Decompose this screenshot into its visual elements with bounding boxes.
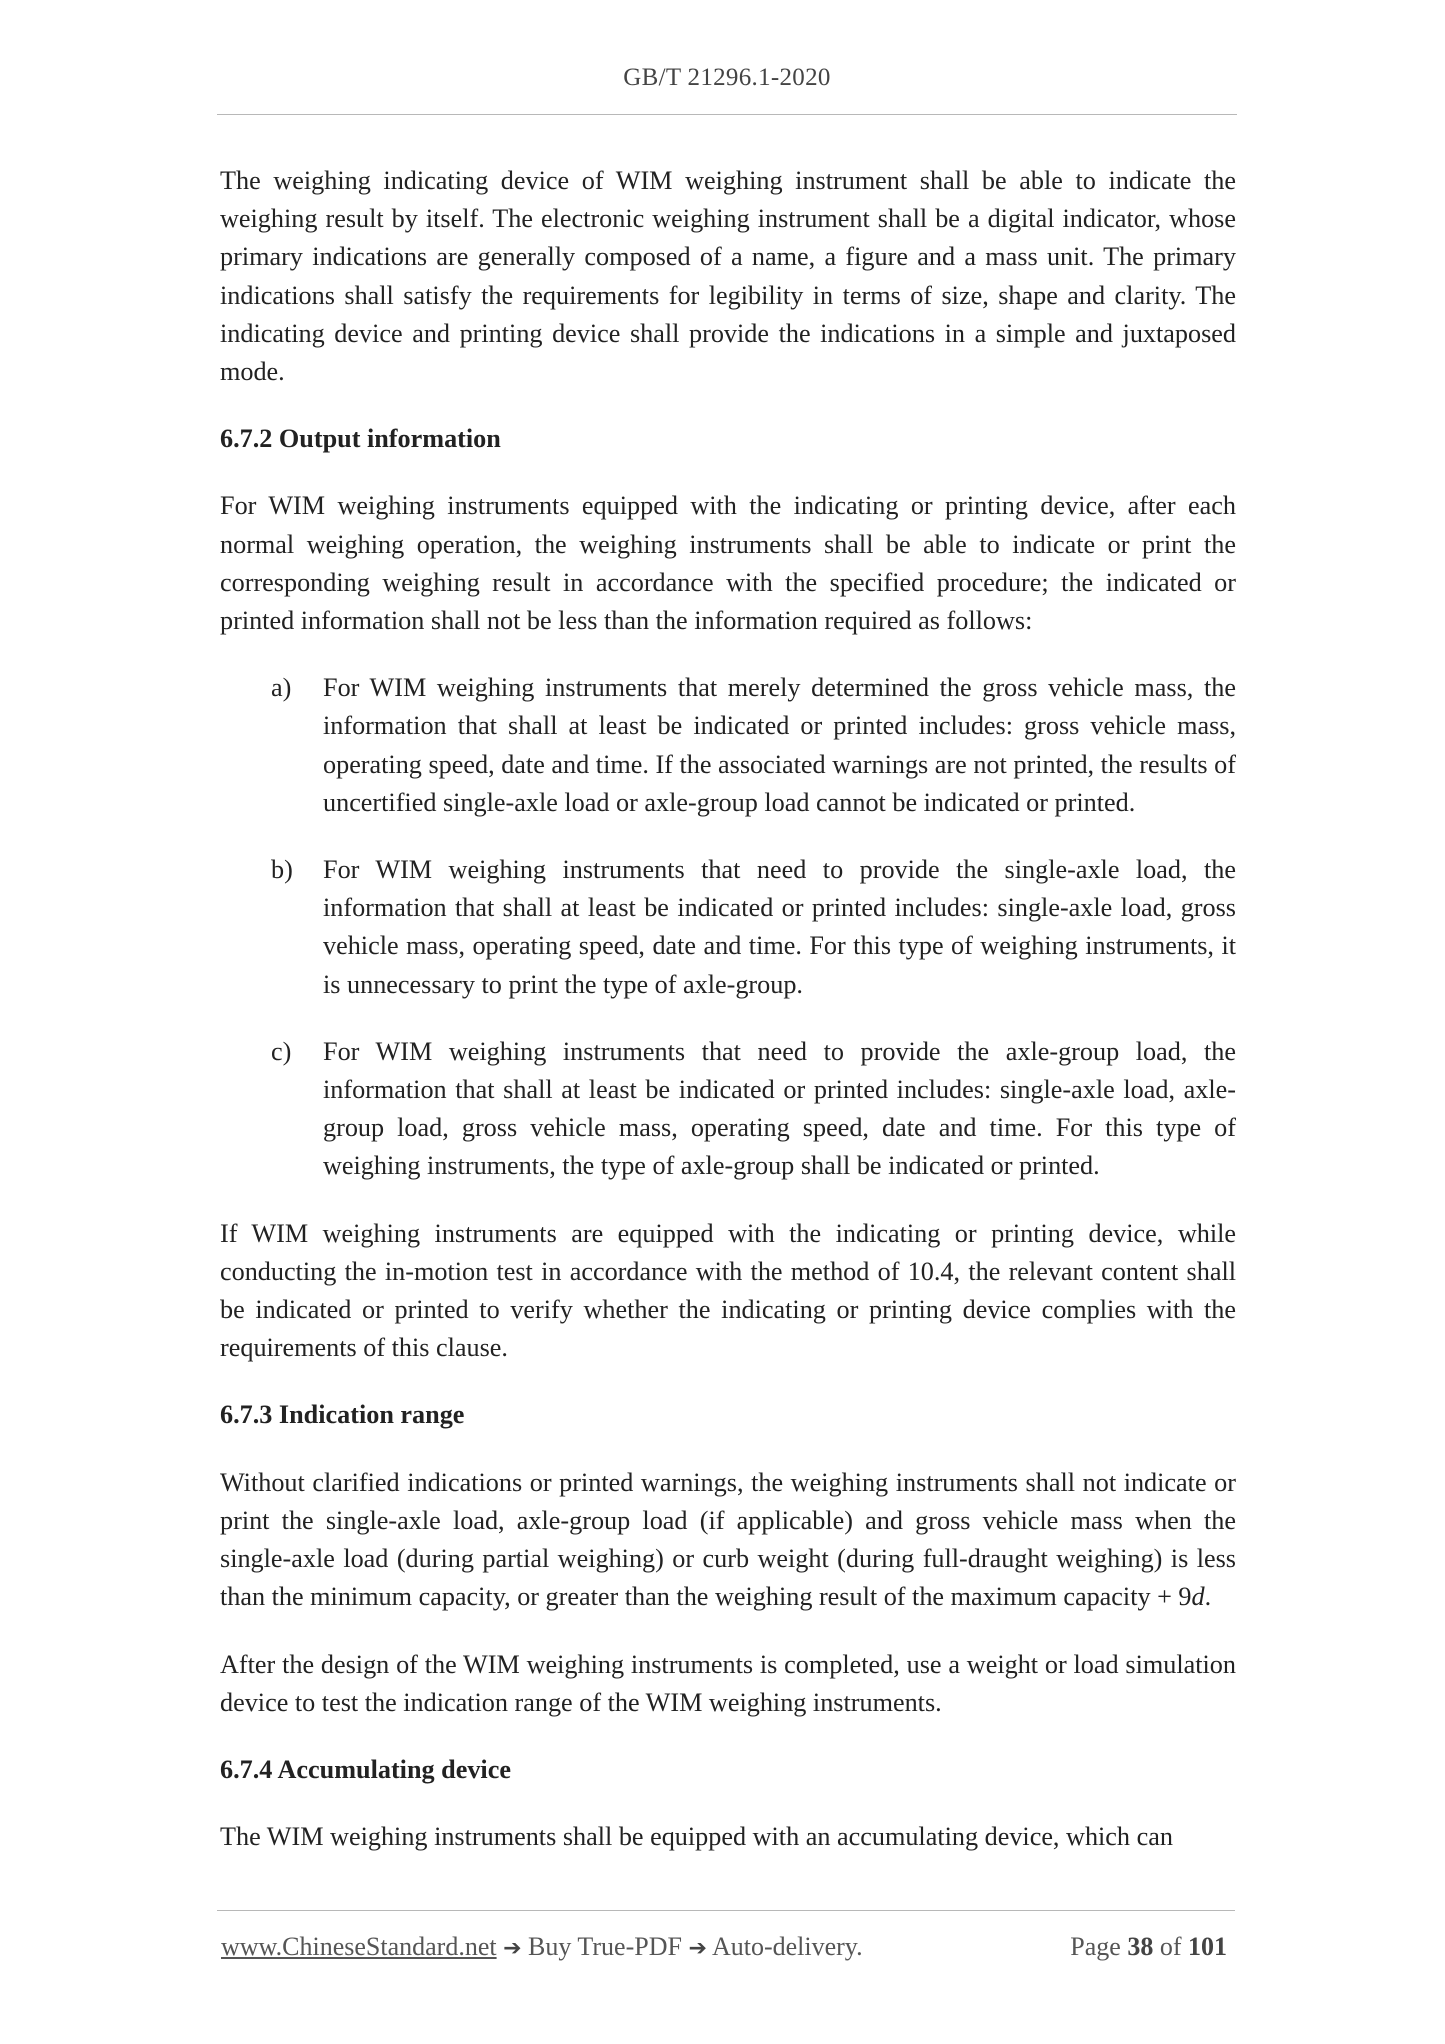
arrow-right-icon: ➔ — [503, 1936, 522, 1961]
page-label: Page — [1070, 1932, 1121, 1961]
section-6-7-2-paragraph: For WIM weighing instruments equipped with the indicating or printing device, after each normal weighing operation, the weighing instruments shall be able to indicate or print the corresponding weighing result in accordance with the specified procedure; the indicated or printed information shall not be less than the information required as follows: — [220, 491, 1236, 636]
list-item-text: For WIM weighing instruments that merely determined the gross vehicle mass, the information that shall at least be indicated or printed includes: gross vehicle mass, operating speed, date and time. If the associated warnings are not printed, the results of uncertified single-axle load or axle-group load cannot be indicated or printed. — [323, 673, 1236, 817]
list-marker: b) — [271, 855, 293, 885]
list-marker: c) — [271, 1036, 292, 1066]
auto-delivery-text: Auto-delivery. — [711, 1932, 863, 1961]
arrow-right-icon: ➔ — [688, 1936, 707, 1961]
intro-paragraph: The weighing indicating device of WIM weighing instrument shall be able to indicate the weighing result by itself. The electronic weighing instrument shall be a digital indicator, whose primary indications are generally composed of a name, a figure and a mass unit. The primary indications shall satisfy the requirements for legibility in terms of size, shape and clarity. The indicating device and printing device shall provide the indications in a simple and juxtaposed mode. — [220, 166, 1236, 387]
section-6-7-3-paragraph-2: After the design of the WIM weighing instruments is completed, use a weight or load simulation device to test the indication range of the WIM weighing instruments. — [220, 1649, 1236, 1717]
section-6-7-4-paragraph: The WIM weighing instruments shall be equipped with an accumulating device, which can — [220, 1822, 1173, 1852]
page-total: 101 — [1188, 1932, 1227, 1961]
list-item-b — [220, 851, 1236, 1004]
list-item-text: For WIM weighing instruments that need to provide the single-axle load, the information that shall at least be indicated or printed includes: single-axle load, gross vehicle mass, operating speed, date and time. For this type of weighing instruments, it is unnecessary to print the type of axle-group. — [323, 855, 1236, 999]
list-marker: a) — [271, 673, 292, 703]
list-item-c — [220, 1033, 1236, 1186]
page-number — [1070, 1932, 1227, 1962]
italic-variable-d: d — [1191, 1582, 1205, 1612]
document-header-title: GB/T 21296.1-2020 — [623, 64, 831, 91]
section-heading-6-7-4: 6.7.4 Accumulating device — [220, 1754, 511, 1784]
footer-divider — [217, 1910, 1235, 1911]
header-divider — [217, 114, 1237, 115]
page-current: 38 — [1127, 1932, 1154, 1961]
page-of-label: of — [1159, 1932, 1182, 1961]
section-6-7-2-closing-paragraph: If WIM weighing instruments are equipped with the indicating or printing device, while conducting the in-motion test in accordance with the method of 10.4, the relevant content shall be indicated or printed to verify whether the indicating or printing device complies with the requirements of this clause. — [220, 1218, 1236, 1363]
website-link[interactable]: www.ChineseStandard.net — [221, 1932, 497, 1961]
section-heading-6-7-3: 6.7.3 Indication range — [220, 1400, 465, 1430]
footer-promo — [221, 1932, 863, 1962]
paragraph-text: Without clarified indications or printed warnings, the weighing instruments shall not indicate or print the single-axle load, axle-group load (if applicable) and gross vehicle mass when the single-axle load (during partial weighing) or curb weight (during full-draught weighing) is less than the minimum capacity, or greater than the weighing result of the maximum capacity + 9 — [220, 1467, 1236, 1612]
document-body — [220, 162, 1236, 1885]
buy-true-pdf-text: Buy True-PDF — [528, 1932, 682, 1961]
section-heading-6-7-2: 6.7.2 Output information — [220, 424, 501, 454]
list-item-a — [220, 669, 1236, 822]
section-6-7-3-paragraph-1 — [220, 1464, 1236, 1617]
list-item-text: For WIM weighing instruments that need to provide the axle-group load, the information that shall at least be indicated or printed includes: single-axle load, axle-group load, gross vehicle mass, operating speed, date and time. For this type of weighing instruments, the type of axle-group shall be indicated or printed. — [323, 1036, 1236, 1181]
paragraph-end: . — [1204, 1582, 1212, 1612]
